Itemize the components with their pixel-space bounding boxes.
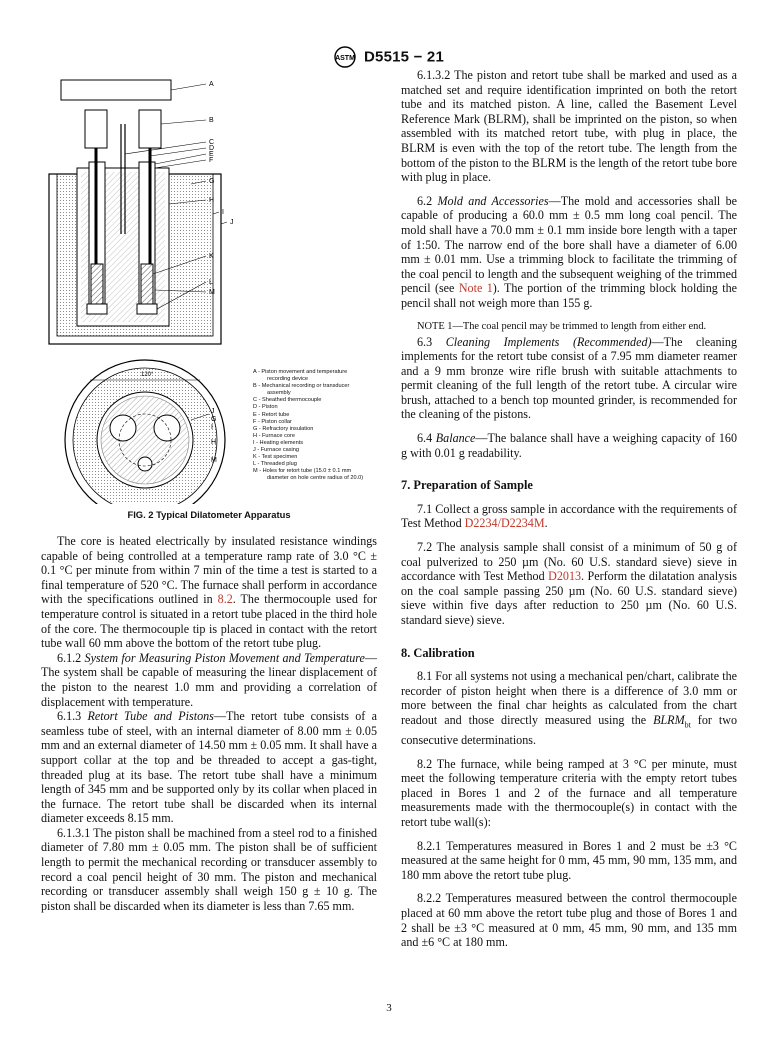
- figure-legend: [253, 369, 377, 483]
- callout-g: G: [209, 178, 215, 185]
- legend-item: C - Sheathed thermocouple: [253, 397, 322, 404]
- paragraph: 6.1.3.1 The piston shall be machined from a steel rod to a finished diameter of 7.80 mm ± 0.05 mm. The piston shall be of sufficient length to permit the mechanical recording or transducer assembly to record a coal pencil height of 30 mm. The piston and mechanical recording or transducer assembly shall weigh 150 g ± 10 g. The piston shall be discarded when its diameter is less than 7.65 mm.: [41, 825, 377, 913]
- legend-item: D - Piston: [253, 404, 278, 411]
- plan-callout-h: H: [211, 439, 217, 446]
- callout-h: H: [209, 197, 215, 204]
- svg-text:ASTM: ASTM: [335, 55, 355, 62]
- legend-item: I - Heating elements: [253, 439, 304, 446]
- legend-item: E - Retort tube: [253, 411, 290, 418]
- right-column: [401, 68, 737, 950]
- callout-c: C: [209, 139, 215, 146]
- note-1: NOTE 1—The coal pencil may be trimmed to length from either end.: [417, 320, 707, 332]
- legend-item: F - Piston collar: [253, 418, 292, 425]
- plan-callout-i: I: [211, 424, 213, 431]
- legend-item-continued: assembly: [267, 390, 291, 397]
- link-d2234[interactable]: D2234/D2234M: [464, 516, 545, 531]
- paragraph: 8.1 For all systems not using a mechanical pen/chart, calibrate the recorder of piston height when there is a difference of 3.0 mm or more between the final char heights as calculated from the chart readout and those directly measured using the $BLRM_{bt}$ for two consecutive determinations.: [401, 669, 737, 747]
- paragraph: The core is heated electrically by insulated resistance windings capable of being controlled at a temperature ramp rate of 3.0 °C ± 0.1 °C per minute from within 7 min of the time a test is started to a final temperature of 520 °C. The furnace shall perform in accordance with the specifications outlined in 8.2. The thermocouple used for temperature control is situated in a retort tube placed in the third hole of the core. The thermocouple tip is placed in contact with the retort tube wall 60 mm above the bottom of the retort tube plug.: [41, 534, 377, 651]
- callout-j: J: [230, 219, 234, 226]
- link-d2013[interactable]: D2013: [548, 569, 582, 584]
- section-heading-8: 8. Calibration: [401, 645, 475, 660]
- legend-item: J - Furnace casing: [253, 447, 300, 454]
- paragraph: 8.2.2 Temperatures measured between the control thermocouple placed at 60 mm above the retort tube plug and those of Bores 1 and 2 shall be ±3 °C measured at 0 mm, 45 mm, 90 mm, and 135 mm and ±6 °C at 180 mm.: [401, 891, 737, 950]
- paragraph: 8.2.1 Temperatures measured in Bores 1 and 2 must be ±3 °C measured at the same height for 0 mm, 45 mm, 90 mm, 135 mm, and 180 mm above the retort tube plug.: [401, 838, 737, 882]
- callout-d: D: [209, 145, 215, 152]
- figure-2: [41, 64, 377, 534]
- callout-l: L: [209, 279, 213, 286]
- legend-item: H - Furnace core: [253, 432, 295, 439]
- legend-item-continued: recording device: [267, 376, 309, 383]
- paragraph: 7.1 Collect a gross sample in accordance with the requirements of Test Method D2234/D2234M.: [401, 501, 737, 531]
- page-number: 3: [386, 1002, 392, 1014]
- section-heading-7: 7. Preparation of Sample: [401, 478, 533, 493]
- transducer-left: [85, 110, 107, 148]
- link-note-1[interactable]: Note 1: [458, 281, 493, 296]
- transducer-right: [139, 110, 161, 148]
- legend-item: G - Refractory insulation: [253, 425, 314, 432]
- left-column: [41, 64, 377, 913]
- callout-m: M: [209, 289, 215, 296]
- paragraph: 6.3 Cleaning Implements (Recommended)—The cleaning implements for the retort tube consist of a 7.95 mm diameter reamer and a 9 mm bronze wire rifle brush with suitable attachments to permit cleaning of the full length of the retort tube. A circular wire brush, attached to a bench top mounted grinder, is recommended for the cleaning of the pistons.: [401, 334, 737, 422]
- paragraph: 6.4 Balance—The balance shall have a weighing capacity of 160 g with 0.01 g readability.: [401, 431, 738, 460]
- paragraph: 6.1.3 Retort Tube and Pistons—The retort tube consists of a seamless tube of steel, with an internal diameter of 8.00 mm ± 0.05 mm and an external diameter of 14.50 mm ± 0.05 mm. It shall have a support collar at the top and be threaded to accept a gas-tight, threaded plug at its base. The retort tube shall have a minimum length of 345 mm and be supported only by its collar when placed in the furnace. The retort tube shall be discarded when its internal diameter exceeds 8.15 mm.: [41, 709, 377, 826]
- callout-b: B: [209, 117, 214, 124]
- callout-i: I: [222, 209, 224, 216]
- legend-item: L - Threaded plug: [253, 461, 297, 468]
- legend-item-continued: diameter on hole centre radius of 20.0): [267, 475, 364, 482]
- legend-item: B - Mechanical recording or transducer: [253, 383, 350, 390]
- paragraph: 6.2 Mold and Accessories—The mold and accessories shall be capable of producing a 60.0 mm ± 0.5 mm long coal pencil. The mold shall have a 70.0 mm ± 0.1 mm inside bore length with a taper of 1:50. The narrow end of the bore shall have a diameter of 6.00 mm ± 0.01 mm. Use a trimming block to facilitate the trimming of the coal pencil to length and the subsequent weighing of the trimmed pencil (see Note 1). The portion of the trimming block holding the pencil shall not weigh more than 155 g.: [401, 193, 738, 310]
- plan-callout-g: G: [211, 416, 217, 423]
- paragraph: 6.1.3.2 The piston and retort tube shall be marked and used as a matched set and require identification imprinted on both the retort tube and its matched piston. A line, called the Basement Level Reference Mark (BLRM), shall be imprinted on the piston, so when assembled with its matched retort tube, with plug in place, the BLRM is even with the top of the retort tube. The length from the bottom of the piston to the BLRM is the length of the retort tube bore with plug in place.: [401, 68, 737, 185]
- legend-item: A - Piston movement and temperature: [253, 369, 348, 375]
- link-8-2[interactable]: 8.2: [217, 592, 233, 607]
- paragraph: 8.2 The furnace, while being ramped at 3 °C per minute, must meet the following temperature criteria with the empty retort tubes placed in Bores 1 and 2 of the furnace and all temperature measurements made with the thermocouple(s) in contact with the retort tube wall(s):: [401, 756, 737, 829]
- paragraph: 7.2 The analysis sample shall consist of a minimum of 50 g of coal pulverized to 250 µm (No. 60 U.S. standard sieve) sieve in accordance with Test Method D2013. Perform the dilatation analysis on the coal sample passing 250 µm (No. 60 U.S. standard sieve) sieve within five days after reduction to 250 µm (No. 60 U.S. standard sieve) sieve.: [401, 540, 737, 627]
- angle-label: 120°: [141, 372, 154, 378]
- figure-caption: FIG. 2 Typical Dilatometer Apparatus: [127, 509, 291, 520]
- plan-callout-m: M: [211, 457, 217, 464]
- plan-callout-j: J: [211, 408, 215, 415]
- standard-designation: D5515 − 21: [364, 48, 444, 66]
- legend-item: K - Test specimen: [253, 454, 298, 461]
- callout-k: K: [209, 253, 214, 260]
- legend-item: M - Holes for retort tube (15.0 ± 0.1 mm: [253, 468, 352, 475]
- plan-view: [65, 360, 225, 504]
- callout-e: E: [209, 151, 214, 158]
- paragraph: 6.1.2 System for Measuring Piston Movement and Temperature—The system shall be capable of measuring the linear displacement of the piston to the nearest 1.0 mm and providing a correlation of displacement with temperature.: [41, 650, 377, 709]
- callout-a: A: [209, 81, 214, 88]
- callout-f: F: [209, 157, 214, 164]
- recording-device-box: [61, 80, 171, 100]
